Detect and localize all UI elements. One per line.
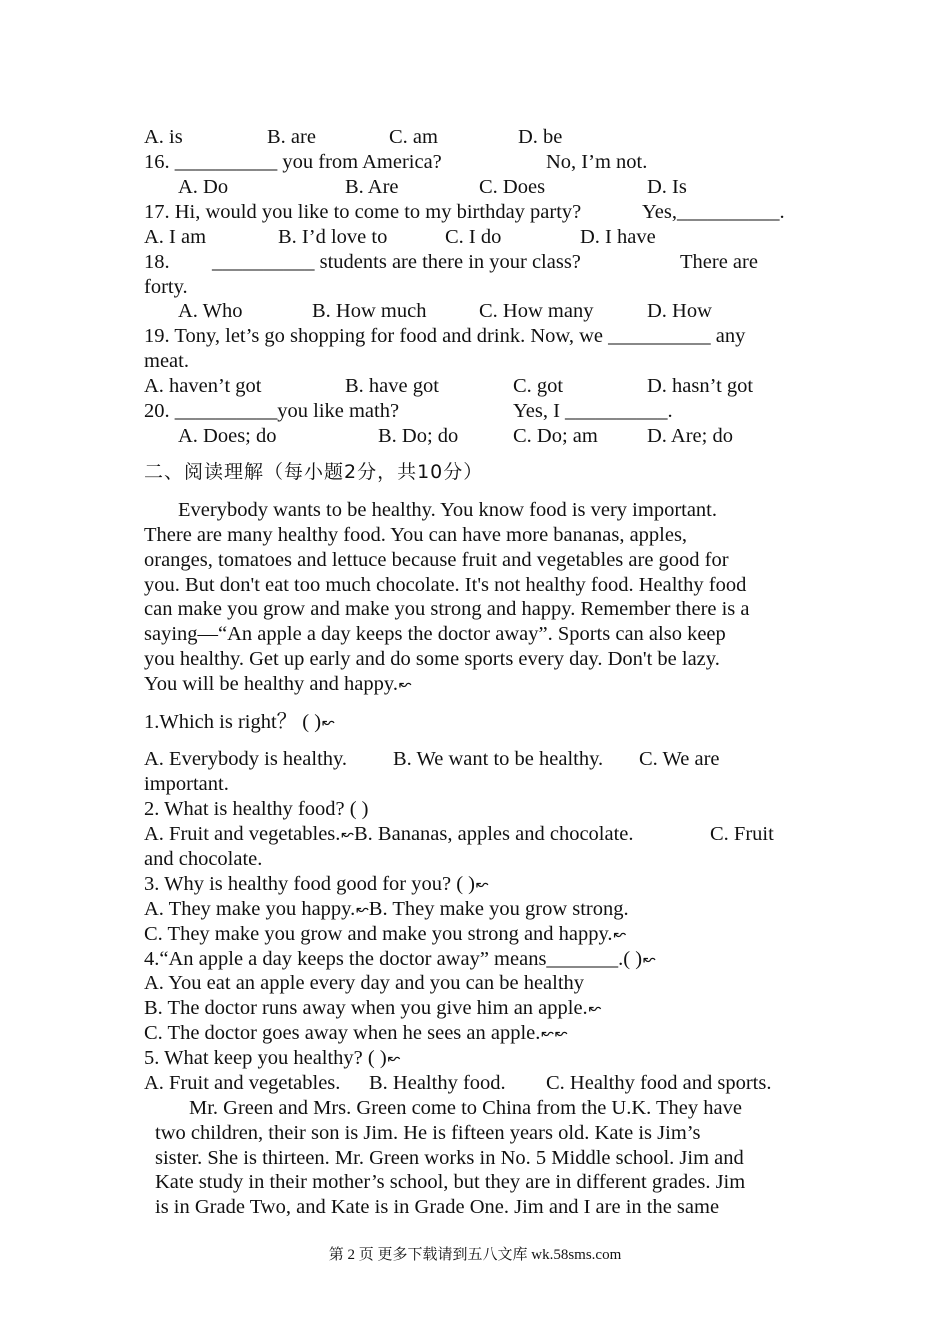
garbled-glyph-icon: ↜ xyxy=(387,1049,401,1067)
option: B. I’d love to xyxy=(278,226,388,248)
option: D. hasn’t got xyxy=(647,375,754,397)
option-cont: and chocolate. xyxy=(144,848,263,870)
garbled-glyph-icon: ↜ xyxy=(643,950,656,968)
passage-line: saying—“An apple a day keeps the doctor away”. Sports can also keep xyxy=(144,623,726,645)
option-text: A. They make you happy. xyxy=(144,898,356,920)
option: A. I am xyxy=(144,226,207,248)
option xyxy=(144,922,626,947)
question-answer: There are xyxy=(680,251,758,273)
garbled-glyph-icon: ↜ xyxy=(554,1024,568,1042)
question-stem: __________ students are there in your class? xyxy=(212,251,581,273)
option: D. How xyxy=(647,300,712,322)
passage-line: Kate study in their mother’s school, but they are in different grades. Jim xyxy=(155,1171,746,1193)
option: A. You eat an apple every day and you can be healthy xyxy=(144,972,585,994)
passage-line: you healthy. Get up early and do some sports every day. Don't be lazy. xyxy=(144,648,720,670)
question-answer: Yes, I __________. xyxy=(513,400,673,422)
option: A. Everybody is healthy. xyxy=(144,748,348,770)
option-text: B. The doctor runs away when you give him an apple. xyxy=(144,997,588,1019)
option: D. Are; do xyxy=(647,425,733,447)
q18-answer-cont: forty. xyxy=(144,276,188,298)
passage-line xyxy=(144,672,412,697)
reading-q5 xyxy=(144,1046,400,1071)
option: A. Who xyxy=(178,300,243,322)
option: C. Do; am xyxy=(513,425,598,447)
passage-line: There are many healthy food. You can have more bananas, apples, xyxy=(144,524,688,546)
option xyxy=(144,996,601,1021)
option: C. got xyxy=(513,375,564,397)
question-answer: No, I’m not. xyxy=(546,151,648,173)
option: A. Fruit and vegetables. xyxy=(144,1072,341,1094)
option: D. Is xyxy=(647,176,687,198)
option: C. Fruit xyxy=(710,823,774,845)
option-text: B. They make you grow strong. xyxy=(368,898,629,920)
garbled-glyph-icon: ↜ xyxy=(398,675,412,693)
option-cont: important. xyxy=(144,773,229,795)
option-text: C. They make you grow and make you strong and happy. xyxy=(144,923,613,945)
option: A. Do xyxy=(178,176,229,198)
question-text: 3. Why is healthy food good for you? ( ) xyxy=(144,873,475,895)
option: B. have got xyxy=(345,375,439,397)
garbled-glyph-icon: ↜ xyxy=(475,875,489,893)
option: C. I do xyxy=(445,226,502,248)
option: B. How much xyxy=(312,300,427,322)
option: A. is xyxy=(144,126,183,148)
garbled-glyph-icon: ↜ xyxy=(541,1024,554,1042)
passage-line: you. But don't eat too much chocolate. It's not healthy food. Healthy food xyxy=(144,574,747,596)
option-text: B. Bananas, apples and chocolate. xyxy=(354,823,634,845)
option xyxy=(144,822,634,847)
option: C. How many xyxy=(479,300,594,322)
option: B. Healthy food. xyxy=(369,1072,506,1094)
option xyxy=(144,1021,568,1046)
passage-line: two children, their son is Jim. He is fifteen years old. Kate is Jim’s xyxy=(155,1122,701,1144)
option-text: C. The doctor goes away when he sees an apple. xyxy=(144,1022,541,1044)
passage-line: Everybody wants to be healthy. You know food is very important. xyxy=(178,499,718,521)
reading-q1 xyxy=(144,710,335,735)
passage-line: Mr. Green and Mrs. Green come to China from the U.K. They have xyxy=(189,1097,742,1119)
reading-q3 xyxy=(144,872,489,897)
passage-text: You will be healthy and happy. xyxy=(144,673,398,695)
option: C. We are xyxy=(639,748,720,770)
option: B. Are xyxy=(345,176,399,198)
reading-q2: 2. What is healthy food? ( ) xyxy=(144,798,369,820)
option-text: A. Fruit and vegetables. xyxy=(144,823,341,845)
option: A. haven’t got xyxy=(144,375,262,397)
question-text: 1.Which is right？ ( ) xyxy=(144,711,322,733)
question-number: 18. xyxy=(144,251,170,273)
passage-line: can make you grow and make you strong and happy. Remember there is a xyxy=(144,598,750,620)
question-stem: 17. Hi, would you like to come to my birthday party? xyxy=(144,201,582,223)
passage-line: sister. She is thirteen. Mr. Green works in No. 5 Middle school. Jim and xyxy=(155,1147,744,1169)
question-text: 5. What keep you healthy? ( ) xyxy=(144,1047,387,1069)
option: B. Do; do xyxy=(378,425,459,447)
option: C. Does xyxy=(479,176,546,198)
passage-line: oranges, tomatoes and lettuce because fruit and vegetables are good for xyxy=(144,549,729,571)
garbled-glyph-icon: ↜ xyxy=(613,925,627,943)
option: B. We want to be healthy. xyxy=(393,748,604,770)
q19-stem-cont: meat. xyxy=(144,350,189,372)
question-stem: 20. __________you like math? xyxy=(144,400,400,422)
option: D. be xyxy=(518,126,563,148)
reading-q4 xyxy=(144,947,656,972)
garbled-glyph-icon: ↜ xyxy=(356,900,369,918)
option: A. Does; do xyxy=(178,425,277,447)
passage-line: is in Grade Two, and Kate is in Grade One. Jim and I are in the same xyxy=(155,1196,720,1218)
garbled-glyph-icon: ↜ xyxy=(341,825,354,843)
option: B. are xyxy=(267,126,316,148)
option: C. Healthy food and sports. xyxy=(546,1072,772,1094)
question-text: 4.“An apple a day keeps the doctor away” means_______.( ) xyxy=(144,948,643,970)
section-heading: 二、阅读理解（每小题2分，共10分） xyxy=(144,461,484,483)
option xyxy=(144,897,629,922)
question-stem: 16. __________ you from America? xyxy=(144,151,442,173)
option: D. I have xyxy=(580,226,656,248)
page-footer: 第 2 页 更多下载请到五八文库 wk.58sms.com xyxy=(328,1247,622,1263)
option: C. am xyxy=(389,126,438,148)
question-answer: Yes,__________. xyxy=(642,201,785,223)
garbled-glyph-icon: ↜ xyxy=(588,999,602,1017)
question-19: 19. Tony, let’s go shopping for food and drink. Now, we __________ any xyxy=(144,325,746,347)
garbled-glyph-icon: ↜ xyxy=(322,713,335,731)
